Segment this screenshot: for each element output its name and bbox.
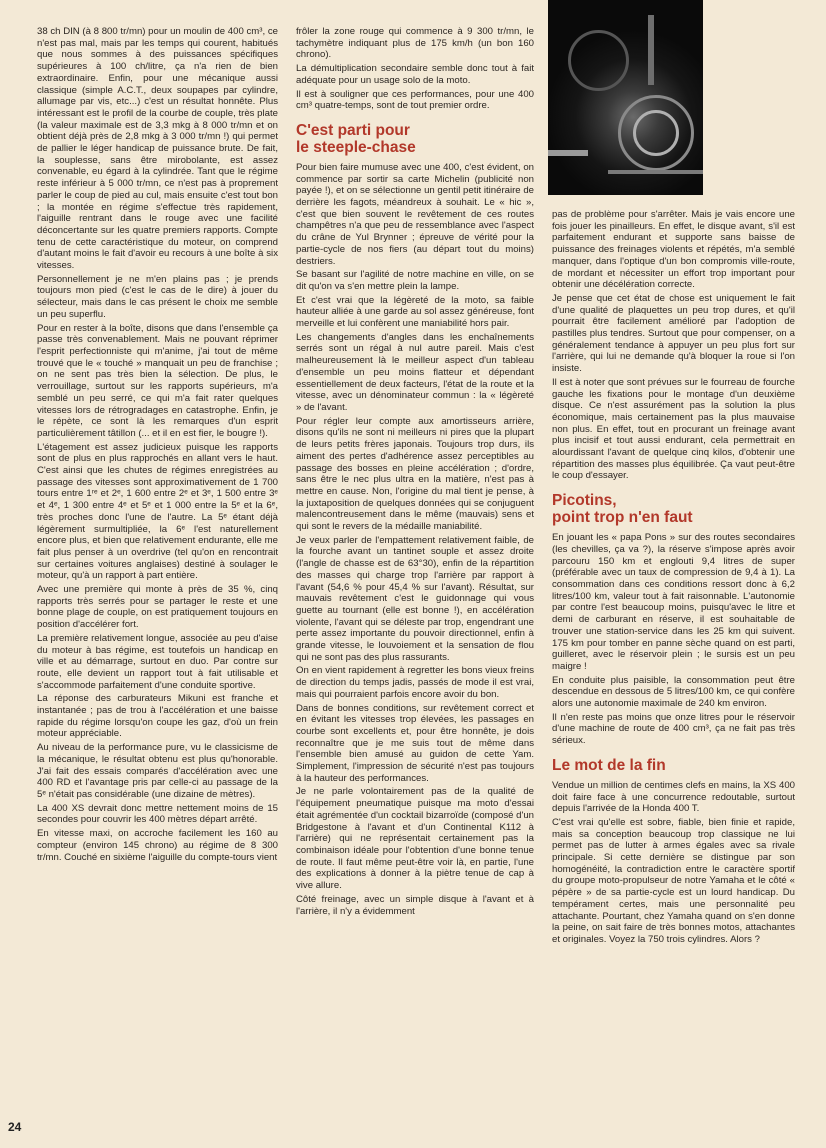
article-paragraph: pas de problème pour s'arrêter. Mais je vais encore une fois jouer les pinailleurs. En effet, le disque avant, s'il est parfaitement endurant et supporte sans baisse de puissance des freinages violents et répétés, m'a semblé manquer, dans l'optique d'un bon compromis ville-route, de mordant et nécessiter un effort trop important pour obtenir une décélération correcte. xyxy=(552,209,795,291)
article-paragraph: La 400 XS devrait donc mettre nettement moins de 15 secondes pour couvrir les 400 mètres départ arrêté. xyxy=(37,802,278,826)
article-paragraph: En jouant les « papa Pons » sur des routes secondaires (les chevilles, ça va ?), la réserve s'impose après avoir parcouru 150 km et englouti 9,4 litres de super (préférable avec un taux de compression de 9,4 à 1). La consommation dans ces conditions ressort donc à 6,2 litres/100 km, valeur tout à fait raisonnable. L'autonomie par contre l'est beaucoup moins, puisqu'avec le litre et demi de carburant en réserve, il est souhaitable de trouver une station-service dans les 25 km qui suivent. 175 km pour tomber en panne sèche quand on est parti, guilleret, avec le réservoir plein ; le sursis est un peu maigre ! xyxy=(552,532,795,672)
article-paragraph: Pour bien faire mumuse avec une 400, c'est évident, on commence par sortir sa carte Michelin (publicité non payée !), et on se sélectionne un gentil petit itinéraire de derrière les fagots, méandreux à souhait. Le « hic », c'est que bien souvent le revêtement de ces routes champêtres n'a que peu de ressemblance avec l'aspect du crâne de Yul Brynner ; épreuve de vérité pour la partie-cycle de nos fiers (au départ tout du moins) destriers. xyxy=(296,161,534,267)
article-paragraph: Je pense que cet état de chose est uniquement le fait d'une qualité de plaquettes un peu trop dures, et qu'il pourrait être facilement amélioré par l'adoption de pastilles plus tendres. Surtout que pour compenser, on a généralement tendance à appuyer un peu plus fort sur l'arrière, qui lui ne demande qu'à bloquer la roue si l'on insiste. xyxy=(552,292,795,375)
article-paragraph: On en vient rapidement à regretter les bons vieux freins de direction du temps jadis, passés de mode il est vrai, mais qui pourraient parfois encore avoir du bon. xyxy=(296,665,534,700)
article-paragraph: Il n'en reste pas moins que onze litres pour le réservoir d'une machine de route de 400 cm³, ça ne fait pas très sérieux. xyxy=(552,711,795,747)
article-paragraph: Au niveau de la performance pure, vu le classicisme de la mécanique, le résultat obtenu est plus qu'honorable. J'ai fait des essais comparés d'accélération avec une 400 RD et l'avantage pris par celle-ci au passage de la 5ᵉ n'était pas considérable (une dizaine de mètres). xyxy=(37,742,278,800)
article-paragraph: Les changements d'angles dans les enchaînements serrés sont un régal à nul autre pareil. Mais c'est malheureusement là le meilleur aspect d'un tableau d'ensemble un peu moins flatteur et dépendant essentiellement de deux facteurs, l'état de la route et la vitesse, avec un dénominateur commun : la « légèreté » de l'avant. xyxy=(296,331,534,413)
article-paragraph: Pour régler leur compte aux amortisseurs arrière, disons qu'ils ne sont ni meilleurs ni pires que la plupart de leurs petits frères japonais. Toujours trop durs, ils aiment des pertes d'adhérence assez perceptibles au passage des bosses en pleine accélération ; d'ordre, sans être le nec plus ultra en la matière, n'est pas à mettre en cause. Non, l'origine du mal tient je pense, à la juxtaposition de quelques données qui se conjuguent malencontreusement dans le même (mauvais) sens et qui sont le revers de la médaille maniabilité. xyxy=(296,415,534,533)
section-heading: Le mot de la fin xyxy=(552,756,666,774)
article-column-3 xyxy=(552,209,795,1129)
section-heading: C'est parti pour le steeple-chase xyxy=(296,121,416,156)
article-paragraph: frôler la zone rouge qui commence à 9 300 tr/mn, le tachymètre indiquant plus de 175 km/h (un bon 160 chrono). xyxy=(296,26,534,61)
article-paragraph: La démultiplication secondaire semble donc tout à fait adéquate pour un usage solo de la moto. xyxy=(296,63,534,86)
article-paragraph: Vendue un million de centimes clefs en mains, la XS 400 doit faire face à une concurrence redoutable, surtout depuis l'arrivée de la Honda 400 T. xyxy=(552,779,795,815)
page-number: 24 xyxy=(8,1120,22,1134)
article-paragraph: En conduite plus paisible, la consommation peut être descendue en dessous de 5 litres/100 km, ce qui confère alors une autonomie maximale de 240 km environ. xyxy=(552,674,795,710)
article-paragraph: La réponse des carburateurs Mikuni est franche et instantanée ; pas de trou à l'accélération et une baisse rapide du régime lorsqu'on coupe les gaz, d'où un frein moteur appréciable. xyxy=(37,693,278,740)
article-paragraph: C'est vrai qu'elle est sobre, fiable, bien finie et rapide, mais sa conception beaucoup trop classique ne lui permet pas de lutter à armes égales avec sa rivale principale. Si cette dernière se distingue par son homogénéité, la contradiction entre le caractère sportif du groupe moto-propulseur de notre Yamaha et le côté « pépère » de sa partie-cycle est un lourd handicap. Du tempérament certes, mais une personnalité peu attachante. Pourtant, chez Yamaha quand on s'en donne la peine, on sait faire de très bonnes motos, attachantes et originales. Voyez la 750 trois cylindres. Alors ? xyxy=(552,816,795,945)
article-paragraph: Je veux parler de l'empattement relativement faible, de la fourche avant un tantinet souple et assez droite (l'angle de chasse est de 63°30), enfin de la répartition des masses qui charge trop l'arrière par rapport à l'avant (54,6 % pour 45,4 % sur l'avant). Résultat, sur mauvais revêtement c'est le guidonnage qui vous guette au tournant (elle est bonne !), en accélération violente, l'avant qui se déleste par trop, engendrant une perte assez importante du pouvoir directionnel, enfin à grande vitesse, le louvoiement et la sensation de flou qui ne sont pas des plus rassurants. xyxy=(296,534,534,663)
article-paragraph: 38 ch DIN (à 8 800 tr/mn) pour un moulin de 400 cm³, ce n'est pas mal, mais par les temps qui courent, habitués que nous sommes à des puissances spécifiques supérieures à 100 ch/litre, ça n'a rien de bien extraordinaire. Enfin, pour une mécanique aussi classique (simple A.C.T., deux soupapes par cylindre, allumage par vis, etc...) c'est un résultat honnête. Plus intéressant est le profil de la courbe de couple, très plate (la valeur maximale est de 3,3 mkg à 8 000 tr/mn et on obtient déjà près de 2,8 mkg à 3 000 tr/mn !) qui permet de pallier le léger handicap de puissance brute. De fait, la souplesse, sans être mirobolante, est assez convenable, eu égard à la cylindrée. Tant que le régime reste inférieur à 5 000 tr/mn, ce n'est pas à proprement parler le coup de pied au cul, mais ensuite c'est tout bon ; la montée en régime s'effectue très rapidement, l'aiguille rentrant dans le rouge avec une facilité déconcertante sur les quatre premiers rapports. Compte tenu de cette caractéristique du moteur, on comprend d'autant moins le fait d'avoir eu recours à une boîte à six vitesses. xyxy=(37,26,278,272)
article-paragraph: En vitesse maxi, on accroche facilement les 160 au compteur (environ 145 chrono) au régime de 8 300 tr/mn. Couché en sixième l'aiguille du compte-tours vient xyxy=(37,828,278,863)
article-paragraph: Et c'est vrai que la légèreté de la moto, sa faible hauteur alliée à une garde au sol assez généreuse, font merveille et lui confèrent une maniabilité hors pair. xyxy=(296,294,534,330)
article-paragraph: Il est à noter que sont prévues sur le fourreau de fourche gauche les fixations pour le montage d'un deuxième disque. Ce n'est assurément pas la solution la plus économique, mais certainement pas la plus mauvaise non plus. En effet, tout en procurant un freinage avant plus incisif et tout aussi endurant, cela permettrait en alourdissant l'avant de quelque cinq kilos, d'obtenir une répartition des masses plus équilibrée. Ça vaut peut-être le coup d'essayer. xyxy=(552,376,795,482)
engine-photo xyxy=(548,0,703,195)
article-column-2 xyxy=(296,26,534,1138)
section-heading: Picotins, point trop n'en faut xyxy=(552,492,693,527)
article-paragraph: Côté freinage, avec un simple disque à l'avant et à l'arrière, il n'y a évidemment xyxy=(296,893,534,917)
article-paragraph: Il est à souligner que ces performances, pour une 400 cm³ quatre-temps, sont de tout premier ordre. xyxy=(296,88,534,112)
article-paragraph: Avec une première qui monte à près de 35 %, cinq rapports très serrés pour se partager le reste et une bonne plage de couple, on est pratiquement toujours en position d'accélérer fort. xyxy=(37,584,278,631)
article-paragraph: Se basant sur l'agilité de notre machine en ville, on se dit qu'on va s'en mettre plein la lampe. xyxy=(296,269,534,292)
article-paragraph: Je ne parle volontairement pas de la qualité de l'équipement pneumatique puisque ma moto d'essai était agrémentée d'un cocktail bizarroïde (composé d'un Bridgestone à l'avant et d'un Continental K112 à l'arrière) qui ne représentait certainement pas la combinaison idéale pour l'obtention d'une bonne tenue de route. Il faut même peut-être voir là, en partie, l'une des explications à donner à la piètre tenue de cap à vive allure. xyxy=(296,786,534,892)
article-paragraph: Dans de bonnes conditions, sur revêtement correct et en évitant les vitesses trop élevées, les passages en courbe sont excellents et, pour être honnête, je dois reconnaître que je me suis tout de même dans l'ensemble bien amusé au guidon de cette Yam. Simplement, l'impression de sécurité n'est pas toujours à la hauteur des performances. xyxy=(296,702,534,784)
article-paragraph: Pour en rester à la boîte, disons que dans l'ensemble ça passe très convenablement. Mais ne pouvant réprimer l'esprit perfectionniste qui m'anime, j'ai tout de même trouvé que le « touché » manquait un peu de franchise ; on ne sent pas très bien la sélection. De plus, le verrouillage, surtout sur les rapports supérieurs, m'a semblé un peu serré, ce qui m'a fait rater quelques vitesses lors de rétrogradages en catastrophe. Enfin, je le répète, ce sont là les remarques d'un esprit particulièrement tâtillon (... et il en est fier, le bougre !). xyxy=(37,322,278,439)
article-paragraph: Personnellement je ne m'en plains pas ; je prends toujours mon pied (c'est le cas de le dire) à jouer du sélecteur, mais dans le cas présent le choix me semble un peu superflu. xyxy=(37,273,278,320)
article-paragraph: La première relativement longue, associée au peu d'aise du moteur à bas régime, est toutefois un handicap en ville et au démarrage, surtout en duo. Par contre sur route, elle devient un rapport tout à fait utilisable et s'accommode parfaitement d'une conduite sportive. xyxy=(37,632,278,691)
article-paragraph: L'étagement est assez judicieux puisque les rapports sont de plus en plus rapprochés en allant vers le haut. C'est ainsi que les chutes de régimes enregistrées au passage des vitesses sont approximativement de 1 700 tours entre 1ʳᵉ et 2ᵉ, 1 600 entre 2ᵉ et 3ᵉ, 1 500 entre 3ᵉ et 4ᵉ, 1 300 entre 4ᵉ et 5ᵉ et 1 000 entre la 5ᵉ et la 6ᵉ, très proches donc l'une de l'autre. La 5ᵉ étant déjà légèrement surmultipliée, la 6ᵉ l'est naturellement encore plus, et bien que relativement endurante, elle me fait plus penser à un overdrive (tel qu'on en rencontrait sur certaines voitures anglaises) destiné à soulager le moteur, qu'à un rapport à part entière. xyxy=(37,441,278,582)
article-column-1 xyxy=(37,26,278,1126)
